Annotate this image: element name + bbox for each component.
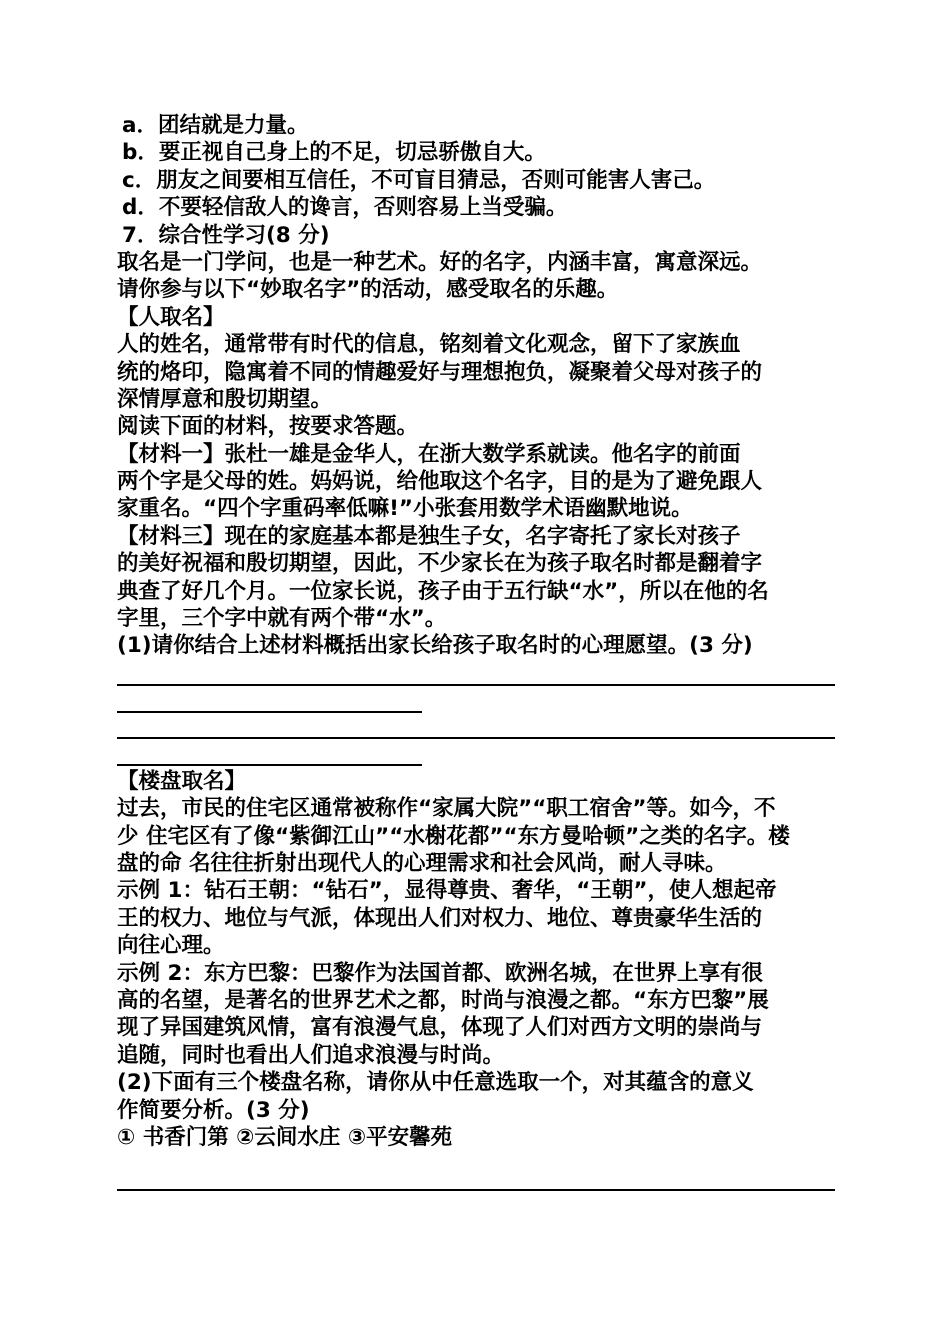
option-d: d．不要轻信敌人的谗言，否则容易上当受骗。 (122, 195, 568, 221)
question-7-intro-line: 取名是一门学问，也是一种艺术。好的名字，内涵丰富，寓意深远。 (117, 249, 763, 275)
example-two-line: 追随，同时也看出人们追求浪漫与时尚。 (117, 1042, 505, 1068)
example-two-line: 高的名望，是著名的世界艺术之都，时尚与浪漫之都。“东方巴黎”展 (117, 987, 769, 1013)
question-7-title: 7．综合性学习(8 分) (122, 222, 330, 248)
material-three-line: 的美好祝福和殷切期望，因此，不少家长在为孩子取名时都是翻着字 (117, 551, 763, 577)
example-two-line: 示例 2：东方巴黎：巴黎作为法国首都、欧洲名城，在世界上享有很 (117, 960, 763, 986)
paragraph-line: 盘的命 名往往折射出现代人的心理需求和社会风尚，耐人寻味。 (117, 850, 727, 876)
option-b: b．要正视自己身上的不足，切忌骄傲自大。 (122, 140, 546, 166)
example-two-line: 现了异国建筑风情，富有浪漫气息，体现了人们对西方文明的崇尚与 (117, 1015, 763, 1041)
question-1: (1)请你结合上述材料概括出家长给孩子取名时的心理愿望。(3 分) (117, 633, 753, 659)
question-2-line: 作简要分析。(3 分) (117, 1097, 310, 1123)
paragraph-line: 深情厚意和殷切期望。 (117, 386, 333, 412)
question-7-intro-line: 请你参与以下“妙取名字”的活动，感受取名的乐趣。 (117, 277, 619, 303)
material-three-line: 【材料三】现在的家庭基本都是独生子女，名字寄托了家长对孩子 (117, 523, 741, 549)
material-three-line: 典查了好几个月。一位家长说，孩子由于五行缺“水”，所以在他的名 (117, 578, 769, 604)
document-page (117, 112, 837, 1191)
example-one-line: 示例 1：钻石王朝：“钻石”，显得尊贵、奢华，“王朝”，使人想起帝 (117, 878, 777, 904)
option-c: c．朋友之间要相互信任，不可盲目猜忌，否则可能害人害己。 (122, 167, 716, 193)
building-name-choices: ① 书香门第 ②云间水庄 ③平安馨苑 (117, 1124, 453, 1150)
material-three-line: 字里，三个字中就有两个带“水”。 (117, 606, 447, 632)
reading-instruction: 阅读下面的材料，按要求答题。 (117, 414, 419, 440)
answer-blank-line[interactable] (117, 1189, 835, 1191)
section-heading-building: 【楼盘取名】 (117, 768, 247, 794)
paragraph-line: 少 住宅区有了像“紫御江山”“水榭花都”“东方曼哈顿”之类的名字。楼 (117, 823, 790, 849)
material-one-line: 家重名。“四个字重码率低嘛!”小张套用数学术语幽默地说。 (117, 496, 693, 522)
material-one-line: 【材料一】张杜一雄是金华人，在浙大数学系就读。他名字的前面 (117, 441, 741, 467)
option-a: a．团结就是力量。 (122, 113, 309, 138)
example-one-line: 向往心理。 (117, 933, 225, 959)
paragraph-line: 统的烙印，隐寓着不同的情趣爱好与理想抱负，凝聚着父母对孩子的 (117, 359, 763, 385)
paragraph-line: 过去，市民的住宅区通常被称作“家属大院”“职工宿舍”等。如今，不 (117, 796, 776, 822)
material-one-line: 两个字是父母的姓。妈妈说，给他取这个名字，目的是为了避免跟人 (117, 469, 763, 495)
example-one-line: 王的权力、地位与气派，体现出人们对权力、地位、尊贵豪华生活的 (117, 905, 763, 931)
section-heading-person: 【人取名】 (117, 304, 225, 330)
paragraph-line: 人的姓名，通常带有时代的信息，铭刻着文化观念，留下了家族血 (117, 332, 741, 358)
question-2-line: (2)下面有三个楼盘名称，请你从中任意选取一个，对其蕴含的意义 (117, 1070, 754, 1096)
